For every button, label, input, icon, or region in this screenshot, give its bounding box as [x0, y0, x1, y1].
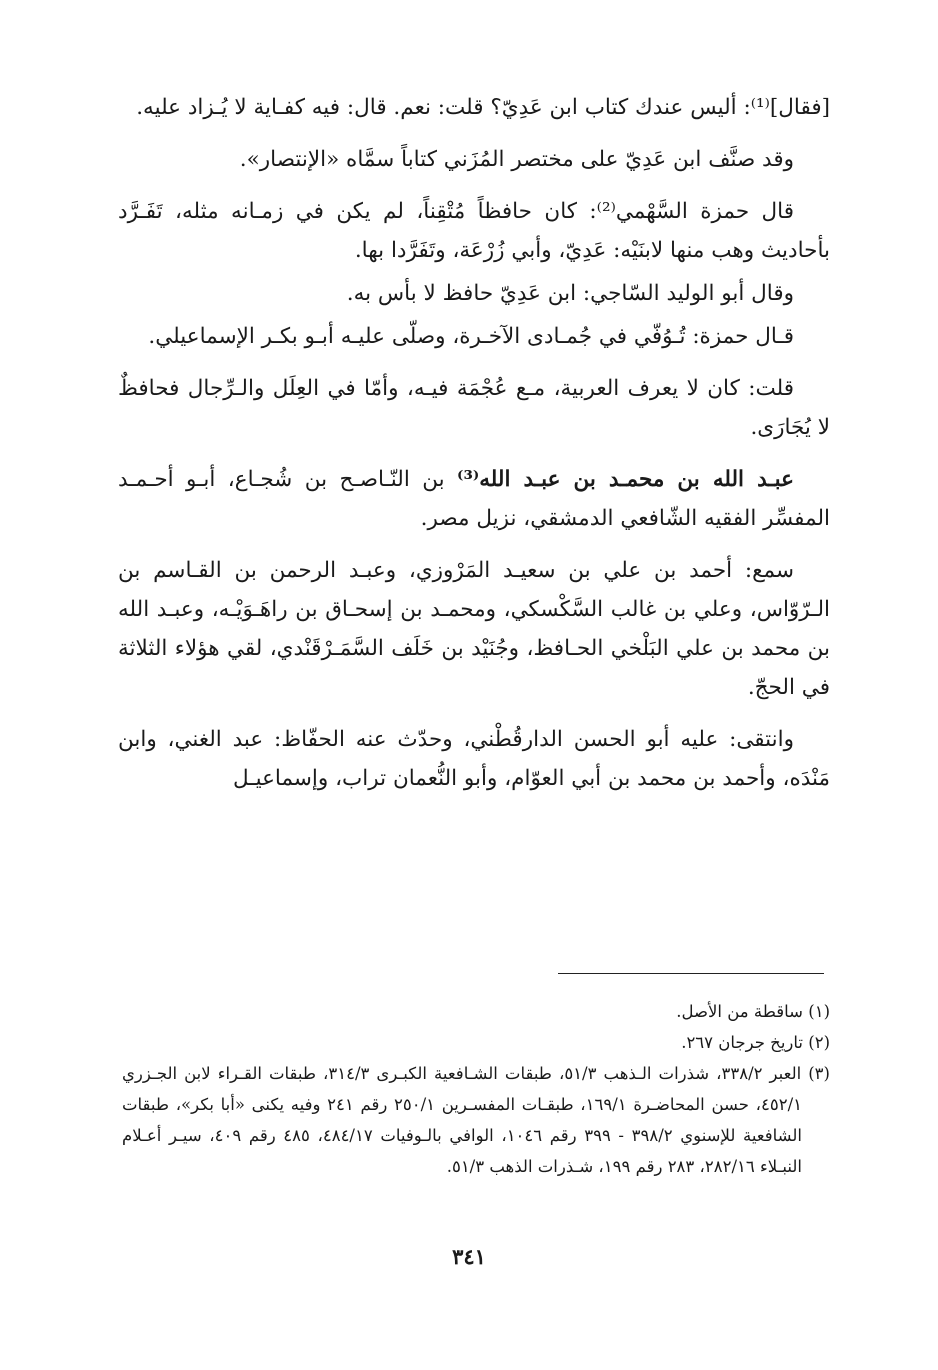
- footnote-2: (٢) تاريخ جرجان ٢٦٧.: [681, 1033, 830, 1052]
- paragraph-6: قلت: كان لا يعرف العربية، مـع عُجْمَة فيـه، وأمّا في العِلَل والـرِّجال فحافظٌ لا يُجَارَى.: [118, 376, 830, 440]
- entry-description: بن النّـاصـح بن شُجـاع، أبـو أحـمـد المفسِّر الفقيه الشّافعي الدمشقي، نزيل مصر.: [118, 467, 830, 531]
- paragraph-4: وقال أبو الوليد السّاجي: ابن عَدِيّ حافظ لا بأس به.: [346, 281, 794, 306]
- footnote-3: (٣) العبر ٣٣٨/٢، شذرات الـذهب ٥١/٣، طبقات الشـافعية الكبـرى ٣١٤/٣، طبقات القـراء لابن الجـزري ٤٥٢/١، حسن المحاضـرة ١٦٩/١، طبقـات المفسـرين ٢٥٠/١ رقم ٢٤١ وفيه يكنى «أبا بكر»، طبقات الشافعية للإسنوي ٣٩٨/٢ - ٣٩٩ رقم ١٠٤٦، الوافي بالـوفيات ٤٨٤/١٧، ٤٨٥ رقم ٤٠٩، سيـر أعـلام النبـلاء ٢٨٢/١٦، ٢٨٣ رقم ١٩٩، شـذرات الذهب ٥١/٣.: [122, 1064, 830, 1176]
- footnote-separator: [558, 973, 824, 974]
- page-number: ٣٤١: [452, 1244, 486, 1269]
- paragraph-8: سمع: أحمد بن علي بن سعيـد المَرْوزي، وعبـد الرحمن بن القـاسم بن الـرّوّاس، وعلي بن غالب السَّكْسكي، ومحمـد بن إسحـاق بن راهَـوَيْـه، وعبـد الله بن محمد بن علي البَلْخي الحـافظ، وجُنَيْد بن خَلَف السَّمَـرْقَنْدي، لقي هؤلاء الثلاثة في الحجّ.: [118, 558, 830, 700]
- paragraph-9: وانتقى: عليه أبو الحسن الدارقُطْني، وحدّث عنه الحفّاظ: عبد الغني، وابن مَنْدَه، وأحمد بن محمد بن أبي العوّام، وأبو النُّعمان تراب، وإسماعيـل: [118, 727, 830, 791]
- footnotes: [122, 996, 830, 1182]
- paragraph-1: [فقال]⁽¹⁾: أليس عندك كتاب ابن عَدِيّ؟ قلت: نعم. قال: فيه كفـاية لا يُـزاد عليه.: [136, 95, 830, 120]
- entry-heading-paragraph: [118, 460, 830, 538]
- paragraph-2: وقد صنَّف ابن عَدِيّ على مختصر المُزَني كتاباً سمَّاه «الإنتصار».: [239, 147, 794, 172]
- paragraph-3: قال حمزة السَّهْمي⁽²⁾: كان حافظاً مُتْقِناً، لم يكن في زمـانه مثله، تَفَـرَّد بأحاديث وهب منها لابنَيْه: عَدِيّ، وأبي زُرْعَة، وتَفَرَّدا بها.: [118, 199, 830, 263]
- paragraph-5: قـال حمزة: تُـوُفّي في جُمـادى الآخـرة، وصلّى عليـه أبـو بكـر الإسماعيلي.: [148, 324, 794, 349]
- main-text: [118, 88, 830, 811]
- entry-name: عبـد الله بن محمـد بن عبـد الله⁽³⁾: [457, 467, 794, 492]
- footnote-1: (١) ساقطة من الأصل.: [676, 1002, 830, 1021]
